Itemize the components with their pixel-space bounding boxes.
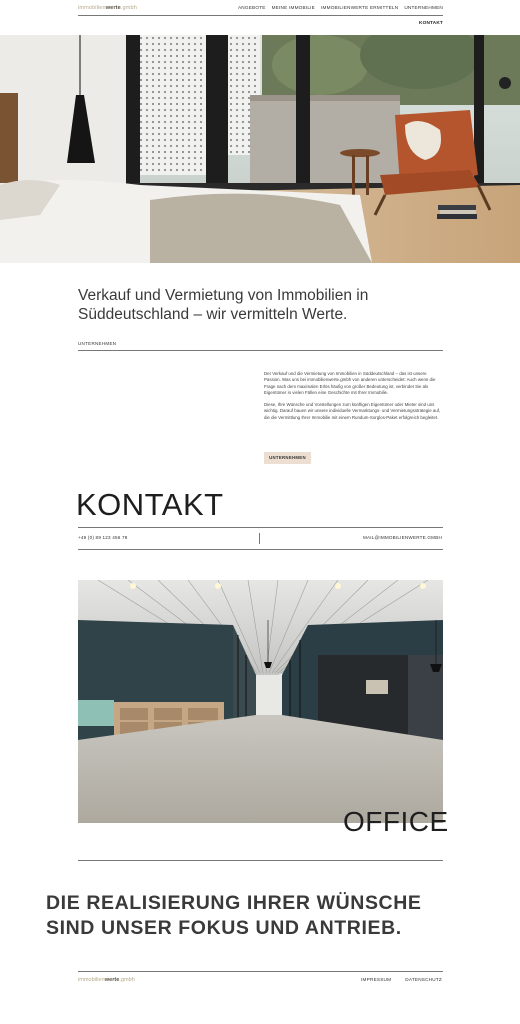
- kontakt-divider-bottom: [78, 549, 443, 550]
- intro-body: [264, 371, 442, 421]
- tagline: [46, 891, 466, 940]
- section-divider: [78, 350, 443, 351]
- nav-item-immobilienwerte-ermitteln[interactable]: IMMOBILIENWERTE ERMITTELN: [321, 5, 399, 10]
- intro-paragraph-2: Diese, Ihre Wünsche und Vorstellungen zum künftigen Eigentümer oder Mieter sind uns wichtig. Darauf bauen wir unsere individuelle Vermarktungs- und Vermietungsstrategie auf, die die Vermittlung Ihrer Immobilie mit einem Rundum-Sorglos-Paket erfolgreich begleitet.: [264, 402, 441, 420]
- footer-divider: [78, 971, 443, 972]
- kontakt-divider-top: [78, 527, 443, 528]
- logo-suffix: .gmbh: [120, 5, 137, 11]
- nav-item-kontakt[interactable]: KONTAKT: [419, 20, 443, 25]
- header-divider: [78, 15, 443, 16]
- phone-link[interactable]: +49 (0) 89 123 456 78: [78, 535, 128, 540]
- kontakt-heading: KONTAKT: [76, 487, 224, 522]
- office-image: [78, 580, 443, 823]
- footer-logo-bold: werte: [104, 977, 120, 983]
- section-label-unternehmen: UNTERNEHMEN: [78, 341, 117, 346]
- nav-item-unternehmen[interactable]: UNTERNEHMEN: [404, 5, 443, 10]
- site-header: [78, 0, 443, 34]
- tagline-divider: [78, 860, 443, 861]
- office-label: OFFICE: [343, 806, 449, 837]
- footer-link-datenschutz[interactable]: DATENSCHUTZ: [405, 977, 442, 982]
- tagline-line-1: DIE REALISIERUNG IHRER WÜNSCHE: [46, 892, 422, 914]
- email-link[interactable]: MAIL@IMMOBILIENWERTE.GMBH: [362, 535, 442, 540]
- footer-logo-prefix: immobilien: [78, 977, 105, 983]
- site-logo[interactable]: [78, 5, 137, 11]
- headline-line-2: Süddeutschland – wir vermitteln Werte.: [78, 306, 348, 323]
- footer-logo-suffix: .gmbh: [119, 977, 135, 983]
- hero-image: [0, 35, 520, 263]
- tagline-line-2: SIND UNSER FOKUS UND ANTRIEB.: [46, 916, 402, 939]
- intro-headline: [78, 286, 438, 324]
- intro-paragraph-1: Der Verkauf und die Vermietung von Immobilien in Süddeutschland – das ist unsere Passion. Was uns bei immobilienwerte.gmbh von anderen unterscheidet: Auch wenn die Frage nach dem maximalen Erlös häufig von großer Bedeutung ist, verbindet Sie als Eigentümer in vielen Fällen eine Geschichte mit Ihrer Immobilie.: [264, 371, 436, 395]
- logo-prefix: immobilien: [78, 5, 106, 11]
- main-nav: [238, 5, 443, 10]
- nav-item-meine-immobilie[interactable]: MEINE IMMOBILIE: [271, 5, 315, 10]
- footer-link-impressum[interactable]: IMPRESSUM: [361, 977, 392, 982]
- headline-line-1: Verkauf und Vermietung von Immobilien in: [78, 287, 369, 304]
- nav-item-angebote[interactable]: ANGEBOTE: [237, 5, 266, 10]
- kontakt-vertical-divider: [259, 533, 260, 544]
- logo-bold: werte: [105, 5, 121, 11]
- footer-nav: [361, 977, 442, 982]
- unternehmen-button[interactable]: UNTERNEHMEN: [264, 452, 311, 464]
- footer-logo[interactable]: [78, 977, 135, 983]
